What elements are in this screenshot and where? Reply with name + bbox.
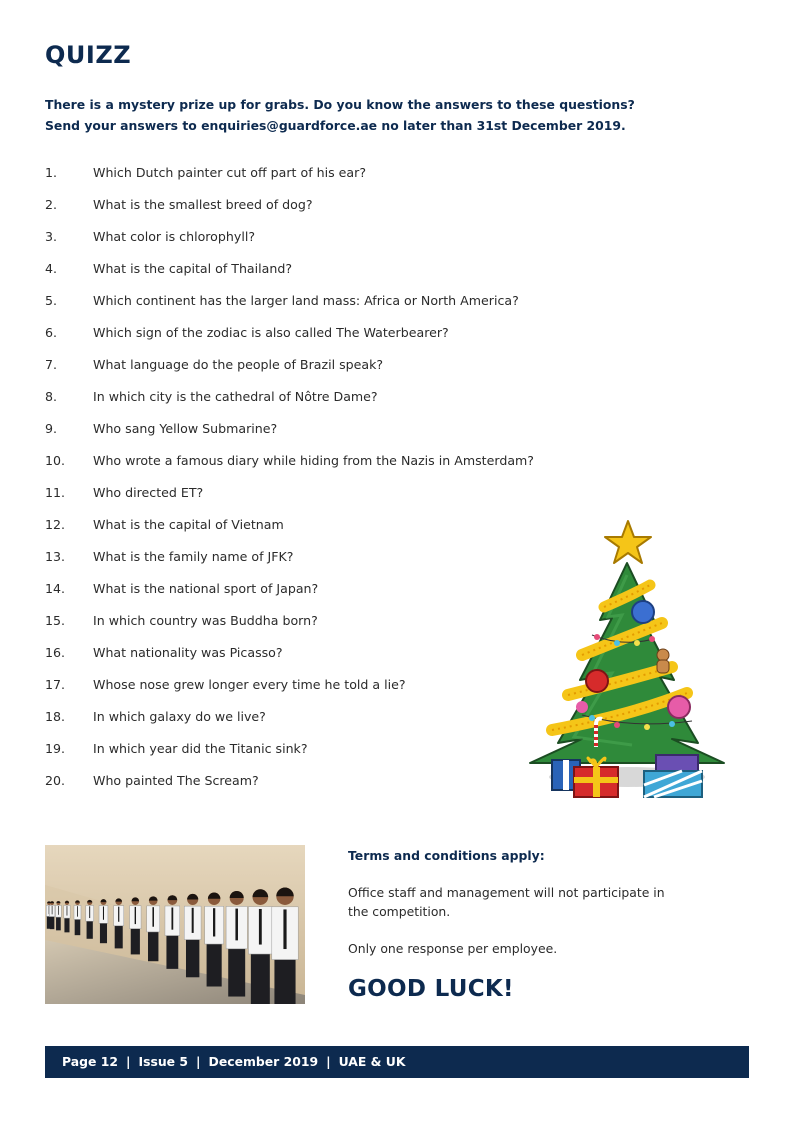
staff-lineup-photo: [45, 845, 305, 1004]
question-text: Which Dutch painter cut off part of his ear?: [93, 165, 367, 180]
question-number: 12.: [45, 517, 66, 532]
question-text: What language do the people of Brazil speak?: [93, 357, 384, 372]
person-figure: [64, 901, 70, 933]
person-figure: [49, 901, 55, 929]
question-number: 19.: [45, 741, 66, 756]
question-number: 7.: [45, 357, 58, 372]
question-text: What is the capital of Thailand?: [93, 261, 293, 276]
person-figure: [55, 901, 61, 930]
question-text: What nationality was Picasso?: [93, 645, 283, 660]
footer-page: Page 12: [62, 1054, 118, 1069]
person-figure: [114, 898, 124, 948]
intro-line-1: There is a mystery prize up for grabs. Do you know the answers to these questions?: [45, 97, 635, 112]
question-number: 3.: [45, 229, 58, 244]
question-text: Who directed ET?: [93, 485, 204, 500]
person-figure: [205, 893, 224, 987]
question-text: What is the family name of JFK?: [93, 549, 294, 564]
question-number: 11.: [45, 485, 66, 500]
question-text: What is the capital of Vietnam: [93, 517, 284, 532]
question-text: In which city is the cathedral of Nôtre Dame?: [93, 389, 378, 404]
question-text: What color is chlorophyll?: [93, 229, 255, 244]
question-number: 9.: [45, 421, 58, 436]
question-text: Who painted The Scream?: [93, 773, 259, 788]
question-text: Who wrote a famous diary while hiding from the Nazis in Amsterdam?: [93, 453, 534, 468]
question-number: 8.: [45, 389, 58, 404]
intro-line-2: Send your answers to enquiries@guardforce.ae no later than 31st December 2019.: [45, 118, 626, 133]
footer-date: December 2019: [208, 1054, 319, 1069]
question-number: 15.: [45, 613, 66, 628]
person-figure: [147, 896, 160, 961]
footer-issue: Issue 5: [138, 1054, 189, 1069]
person-figure: [74, 900, 81, 935]
question-number: 13.: [45, 549, 66, 564]
question-number: 2.: [45, 197, 58, 212]
question-number: 18.: [45, 709, 66, 724]
question-number: 6.: [45, 325, 58, 340]
terms-section: [348, 846, 748, 956]
page-footer: [45, 1046, 749, 1078]
question-text: What is the national sport of Japan?: [93, 581, 319, 596]
question-number: 4.: [45, 261, 58, 276]
page-title: QUIZZ: [45, 41, 132, 69]
terms-title: Terms and conditions apply:: [348, 848, 545, 863]
good-luck-heading: GOOD LUCK!: [348, 976, 514, 1002]
question-number: 20.: [45, 773, 66, 788]
question-text: Which sign of the zodiac is also called The Waterbearer?: [93, 325, 449, 340]
question-text: In which year did the Titanic sink?: [93, 741, 308, 756]
person-figure: [165, 895, 180, 969]
terms-paragraph-response: Only one response per employee.: [348, 941, 558, 956]
question-number: 5.: [45, 293, 58, 308]
question-number: 16.: [45, 645, 66, 660]
terms-paragraph-staff: Office staff and management will not participate in the competition.: [348, 885, 665, 919]
person-figure: [248, 889, 272, 1004]
person-figure: [86, 900, 94, 939]
question-number: 1.: [45, 165, 58, 180]
person-figure: [226, 891, 247, 997]
footer-region: UAE & UK: [338, 1054, 406, 1069]
question-number: 14.: [45, 581, 66, 596]
footer-separator: |: [326, 1054, 331, 1069]
question-number: 17.: [45, 677, 66, 692]
question-text: In which country was Buddha born?: [93, 613, 318, 628]
question-text: In which galaxy do we live?: [93, 709, 266, 724]
question-number: 10.: [45, 453, 66, 468]
person-figure: [99, 899, 108, 943]
footer-separator: |: [125, 1054, 131, 1069]
christmas-tree-illustration: [522, 515, 732, 805]
person-figure: [130, 897, 141, 954]
question-text: What is the smallest breed of dog?: [93, 197, 313, 212]
intro-text: [45, 94, 745, 136]
person-figure: [184, 894, 201, 977]
footer-separator: |: [196, 1054, 201, 1069]
question-text: Which continent has the larger land mass: Africa or North America?: [93, 293, 519, 308]
question-text: Whose nose grew longer every time he told a lie?: [93, 677, 406, 692]
question-text: Who sang Yellow Submarine?: [93, 421, 278, 436]
